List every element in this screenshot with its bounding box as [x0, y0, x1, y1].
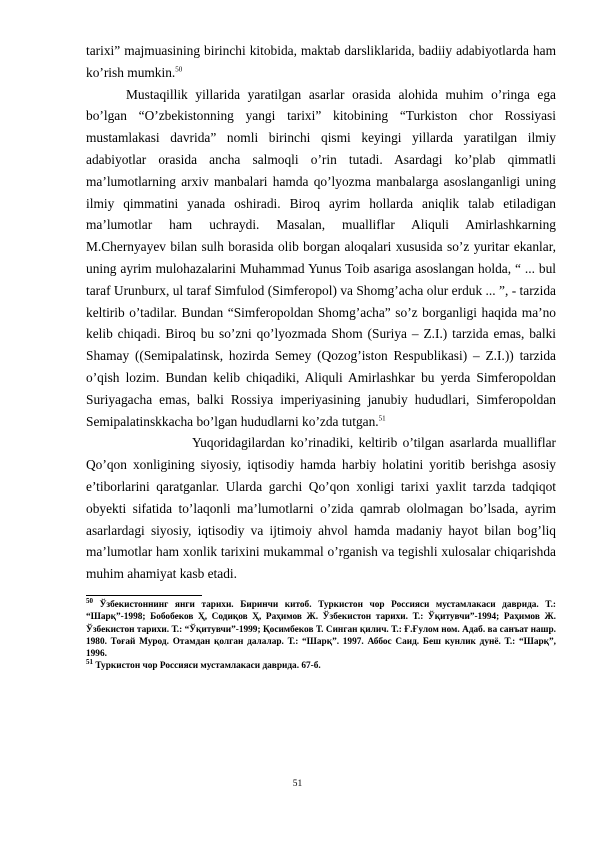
paragraph-text: Mustaqillik yillarida yaratilgan asarlar orasida alohida muhim o’ringa ega bo’lgan “O’zbekistonning yangi tarixi” kitobining “Turkiston chor Rossiyasi mustamlakasi davrida” nomli birinchi qismi keyingi yillarda yaratilgan ilmiy adabiyotlar orasida ancha salmoqli o’rin tutadi. Asardagi ko’plab qimmatli ma’lumotlarning arxiv manbalari hamda qo’lyozma manbalarga asoslanganligi uning ilmiy qimmatini yanada oshiradi. Biroq ayrim hollarda aniqlik talab etiladigan ma’lumotlar ham uchraydi. Masalan, mualliflar Aliquli Amirlashkarning M.Chernyayev bilan sulh borasida olib borgan aloqalari xususida so’z yuritar ekanlar, uning ayrim mulohazalarini Muhammad Yunus Toib asariga asoslangan holda, “ ... bul taraf Urunburx, ul taraf Simfulod (Simferopol) va Shomg’acha olur erduk ... ”, - tarzida keltirib o’tadilar. Bundan “Simferopoldan Shomg’acha” so’z borganligi haqida ma’no kelib chiqadi. Biroq bu so’zni qo’lyozmada Shom (Suriya – Z.I.) tarzida emas, balki Shamay ((Semipalatinsk, hozirda Semey (Qozog’iston Respublikasi) – Z.I.)) tarzida o’qish lozim. Bundan kelib chiqadiki, Aliquli Amirlashkar bu yerda Simferopoldan Suriyagacha emas, balki Rossiya imperiyasining janubiy hududlari, Simferopoldan Semipalatinskkacha bo’lgan hududlarni ko’zda tutgan. — [86, 86, 556, 429]
footnote-ref[interactable]: 50 — [175, 65, 183, 74]
footnote-text: Ўзбекистоннинг янги тарихи. Биринчи китоб. Туркистон чор Россияси мустамлакаси даврида. Т.: “Шарқ”-1998; Бобобеков Ҳ, Содиқов Ҳ, Раҳимов Ж. Ўзбекистон тарихи. Т.: Ўқитувчи”-1994; Раҳимов Ж. Ўзбекистон тарихи. Т.: “Ўқитувчи”-1999; Қосимбеков Т. Синган қилич. Т.: Ғ.Ғулом ном. Адаб. ва санъат нашр. 1980. Тоғай Мурод. Отамдан қолган далалар. Т.: “Шарқ”. 1997. Аббос Саид. Беш кунлик дунё. Т.: “Шарқ”, 1996. — [86, 599, 556, 660]
paragraph-text: tarixi” majmuasining birinchi kitobida, maktab darsliklarida, badiiy adabiyotlarda ham ko’rish mumkin. — [86, 43, 556, 80]
footnote — [86, 660, 556, 672]
footnote-number: 50 — [86, 596, 93, 605]
footnote-ref[interactable]: 51 — [378, 414, 386, 423]
footnote-text: Туркистон чор Россияси мустамлакаси даврида. 67-б. — [93, 661, 321, 672]
paragraph-conclusion — [86, 432, 556, 585]
paragraph-main — [86, 84, 556, 433]
footnote-number: 51 — [86, 658, 93, 667]
paragraph-text: Yuqoridagilardan ko’rinadiki, keltirib o’tilgan asarlarda mualliflar Qo’qon xonligining siyosiy, iqtisodiy hamda harbiy holatini yoritib berishga asosiy e’tiborlarini qaratganlar. Ularda garchi Qo’qon xonligi tarixi yaxlit tarzda tadqiqot obyekti sifatida to’laqonli ma’lumotlarni o’zida qamrab ololmagan bo’lsada, ayrim asarlardagi siyosiy, iqtisodiy va ijtimoiy ahvol hamda madaniy hayot bilan bog’liq ma’lumotlar ham xonlik tarixini mukammal o’rganish va tegishli xulosalar chiqarishda muhim ahamiyat kasb etadi. — [86, 435, 556, 582]
paragraph-continuation — [86, 40, 556, 84]
footnote — [86, 596, 556, 660]
footnote-divider — [86, 595, 202, 596]
page-number: 51 — [292, 779, 303, 789]
page-body — [86, 40, 556, 673]
